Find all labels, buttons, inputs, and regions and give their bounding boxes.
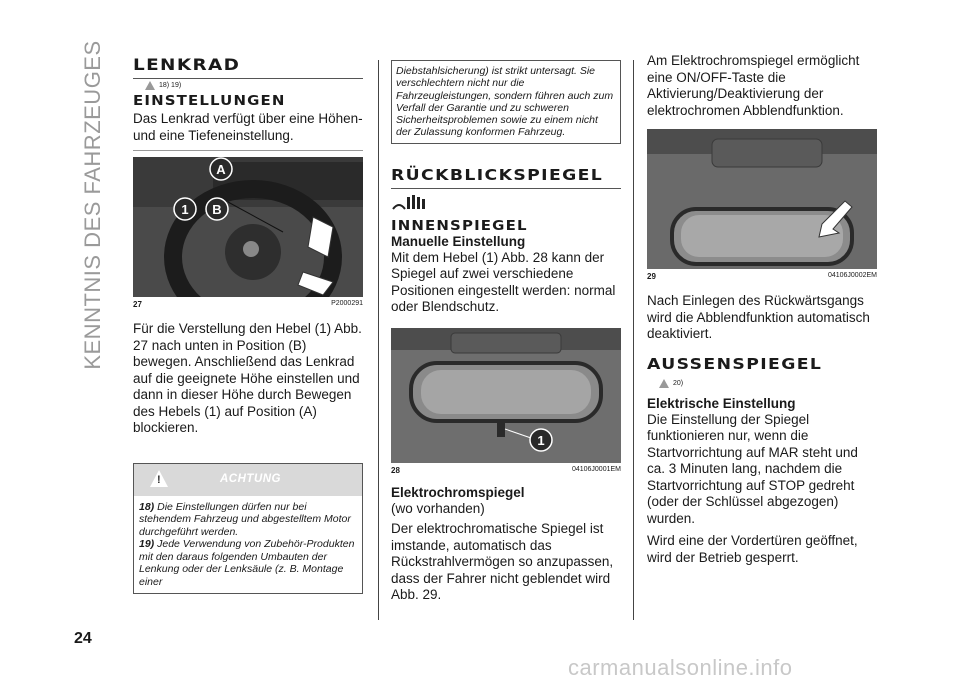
mirror-icon-row <box>391 193 621 213</box>
figure-caption <box>133 300 363 309</box>
electrochrome-mirror-illustration <box>647 129 877 269</box>
manual-book-icon <box>391 193 431 213</box>
section-title-rueckblickspiegel: RÜCKBLICKSPIEGEL <box>391 166 621 189</box>
warning-item <box>139 538 357 588</box>
warning-item-text: Jede Verwendung von Zubehör-Produkten mit den daraus folgenden Umbauten der Lenkung oder der Lenksäule (z. B. Montage einer <box>139 538 355 588</box>
warning-item-text: Die Einstellungen dürfen nur bei stehendem Fahrzeug und abgestelltem Motor durchgeführt werden. <box>139 500 351 538</box>
column-1 <box>133 55 363 594</box>
subtitle-elektrochromspiegel: Elektrochromspiegel <box>391 484 525 500</box>
label-1: 1 <box>537 432 545 448</box>
column-2 <box>391 60 621 604</box>
paragraph-3: Die Einstellung der Spiegel funktionieren nur, wenn die Startvorrichtung auf MAR steht und ca. 3 Minuten lang, nachdem die Startvorrichtung auf STOP gedreht (oder der Schlüssel abgezogen) wurden. <box>647 411 858 526</box>
footer-watermark: carmanualsonline.info <box>568 655 793 680</box>
warning-icon <box>150 470 168 487</box>
sidebar-section-title <box>78 40 108 370</box>
figure-29 <box>647 129 877 281</box>
refs-text: 18) 19) <box>159 82 182 89</box>
body-text: Für die Verstellung den Hebel (1) Abb. 27 nach unten in Position (B) bewegen. Anschließend das Lenkrad auf die geeignete Höhe einstellen und dann in dieser Höhe durch Bewegen des Hebels (1) auf Position (A) blockieren. <box>133 321 362 435</box>
refs-text: 20) <box>673 379 684 387</box>
column-3 <box>647 53 877 566</box>
page-number: 24 <box>74 630 92 647</box>
paragraph-2: Nach Einlegen des Rückwärtsgangs wird die Abblendfunktion automatisch deaktiviert. <box>647 293 870 341</box>
warning-refs <box>659 379 877 388</box>
paragraph-4: Wird eine der Vordertüren geöffnet, wird der Betrieb gesperrt. <box>647 533 858 565</box>
warning-triangle-icon <box>145 81 155 90</box>
figure-caption <box>647 272 877 281</box>
warning-item <box>139 501 357 539</box>
warning-continuation: Diebstahlsicherung) ist strikt untersagt. Sie verschlechtern nicht nur die Fahrzeugleistungen, sondern führen auch zum Verfall der Garantie und zu schweren Sicherheitsproblemen sowie zu einem nicht der Zulassung konformen Fahrzeug. <box>391 60 621 144</box>
figure-27 <box>133 150 363 309</box>
figure-code: 04106J0001EM <box>571 465 621 473</box>
figure-caption <box>391 466 621 475</box>
steering-wheel-illustration <box>133 157 363 297</box>
subtitle-manuelle-einstellung: Manuelle Einstellung <box>391 233 526 249</box>
paragraph-1: Mit dem Hebel (1) Abb. 28 kann der Spiegel auf zwei verschiedene Positionen eingestellt werden: normal oder Blendschutz. <box>391 249 616 315</box>
sidebar-title-text: KENNTNIS DES FAHRZEUGES <box>80 40 105 370</box>
label-A: A <box>216 162 226 177</box>
warning-refs <box>145 81 363 90</box>
label-B: B <box>212 202 222 217</box>
figure-28 <box>391 328 621 475</box>
column-divider <box>633 60 634 620</box>
warning-body <box>134 496 362 594</box>
subtitle-wo-vorhanden: (wo vorhanden) <box>391 500 485 516</box>
warning-triangle-icon <box>659 379 669 388</box>
figure-code: P2000291 <box>331 300 363 307</box>
label-1: 1 <box>181 202 189 217</box>
figure-number: 29 <box>647 272 656 281</box>
column-divider <box>378 60 379 620</box>
paragraph-1: Am Elektrochromspiegel ermöglicht eine ON/OFF-Taste die Aktivierung/Deaktivierung der elektrochromen Abblendfunktion. <box>647 53 860 118</box>
subtitle-elektrische-einstellung: Elektrische Einstellung <box>647 395 796 411</box>
section-title-lenkrad: LENKRAD <box>133 55 363 79</box>
figure-number: 28 <box>391 465 400 475</box>
warning-box <box>133 463 363 595</box>
section-title-aussenspiegel: AUSSENSPIEGEL <box>647 354 823 373</box>
figure-number: 27 <box>133 300 142 309</box>
paragraph-2: Der elektrochromatische Spiegel ist imstande, automatisch das Rückstrahlvermögen so anzupassen, dass der Fahrer nicht geblendet wird Abb. 29. <box>391 521 614 603</box>
interior-mirror-illustration <box>391 328 621 463</box>
figure-code: 04106J0002EM <box>827 272 877 279</box>
warning-header <box>134 464 362 496</box>
subtitle-einstellungen: EINSTELLUNGEN <box>133 94 286 109</box>
warning-item-num: 18) <box>139 500 155 513</box>
warning-label: ACHTUNG <box>220 472 281 485</box>
intro-text: Das Lenkrad verfügt über eine Höhen- und eine Tiefeneinstellung. <box>133 111 363 143</box>
subtitle-innenspiegel: INNENSPIEGEL <box>391 218 528 234</box>
warning-item-num: 19) <box>139 538 155 550</box>
